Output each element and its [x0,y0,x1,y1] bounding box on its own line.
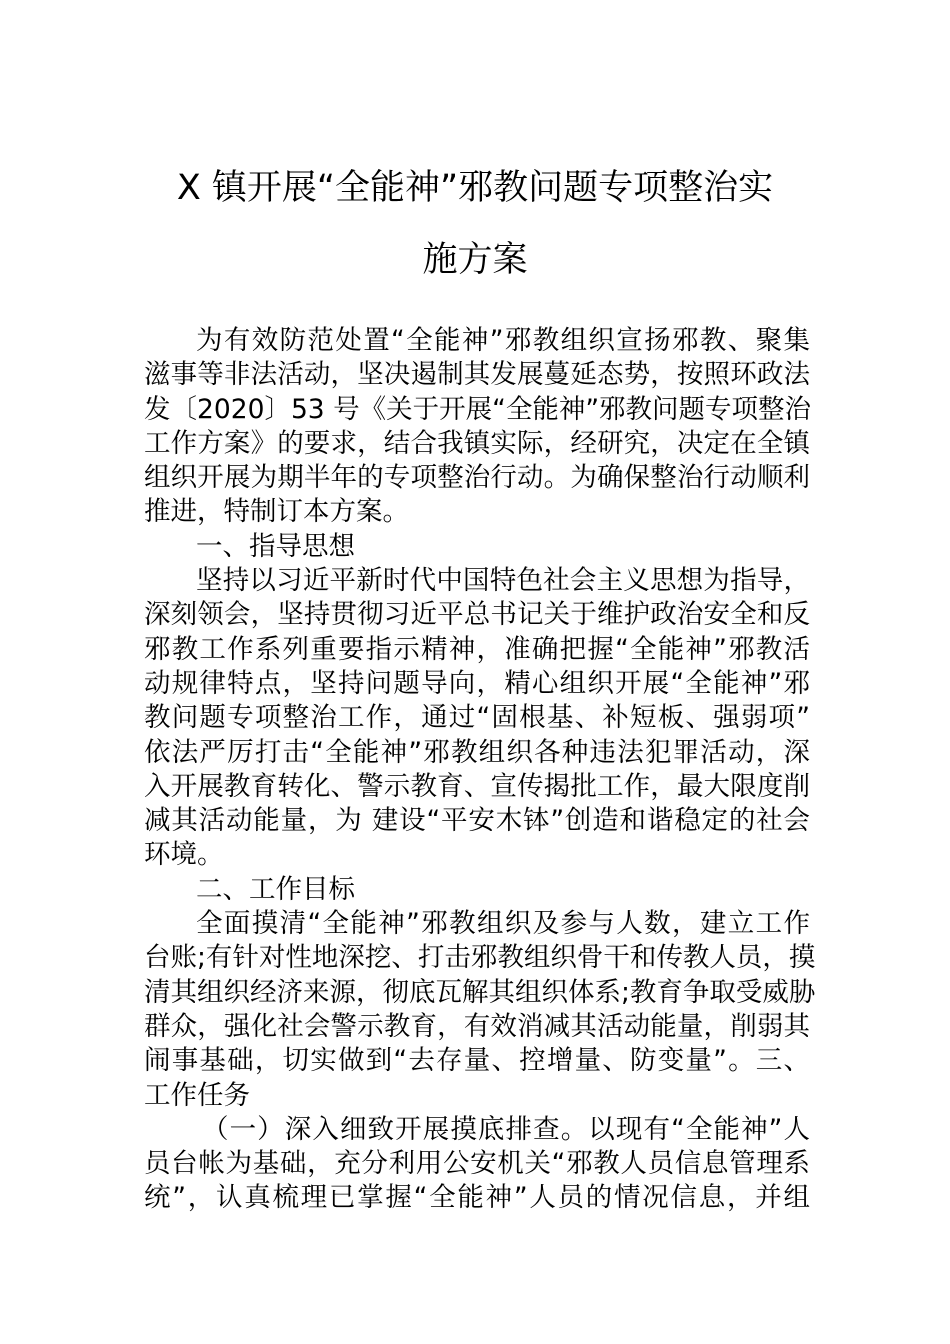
body-text-line: 群众，强化社会警示教育，有效消减其活动能量，削弱其 [144,1010,810,1042]
body-text-line: 全面摸清“全能神”邪教组织及参与人数，建立工作 [196,908,810,940]
body-text-line: 闹事基础，切实做到“去存量、控增量、防变量”。三、 [144,1045,810,1077]
body-text-line: 动规律特点，坚持问题导向，精心组织开展“全能神”邪 [144,667,810,699]
body-text-line: 为有效防范处置“全能神”邪教组织宣扬邪教、聚集 [196,325,810,356]
body-text-line: 入开展教育转化、警示教育、宣传揭批工作，最大限度削 [144,770,810,802]
body-text-line: 坚持以习近平新时代中国特色社会主义思想为指导， [196,565,810,597]
body-text-line: 工作方案》的要求，结合我镇实际，经研究，决定在全镇 [144,427,810,459]
body-text-line: 推进，特制订本方案。 [144,496,409,528]
body-text-line: （一）深入细致开展摸底排查。以现有“全能神”人 [202,1113,810,1145]
body-text-line: 依法严厉打击“全能神”邪教组织各种违法犯罪活动，深 [144,736,810,768]
body-text-line: 教问题专项整治工作，通过“固根基、补短板、强弱项” [144,702,810,734]
body-text-line: 二、工作目标 [196,873,355,905]
body-text-line: 深刻领会，坚持贯彻习近平总书记关于维护政治安全和反 [144,599,810,631]
body-text-line: 清其组织经济来源，彻底瓦解其组织体系;教育争取受威胁 [144,976,816,1008]
body-text-line: 台账;有针对性地深挖、打击邪教组织骨干和传教人员，摸 [144,942,816,974]
body-text-line: 员台帐为基础，充分利用公安机关“邪教人员信息管理系 [144,1148,810,1180]
body-text-line: 一、指导思想 [196,530,355,562]
body-text-line: 工作任务 [144,1079,250,1111]
body-text-line: 发〔2020〕53 号《关于开展“全能神”邪教问题专项整治 [144,393,812,425]
body-text-line: 滋事等非法活动，坚决遏制其发展蔓延态势，按照环政法 [144,359,810,391]
document-title-line-1: X 镇开展“全能神”邪教问题专项整治实 [176,168,774,208]
document-title-line-2: 施方案 [422,240,528,280]
body-text-line: 邪教工作系列重要指示精神，准确把握“全能神”邪教活 [144,633,810,665]
body-text-line: 组织开展为期半年的专项整治行动。为确保整治行动顺利 [144,462,810,494]
body-text-line: 减其活动能量，为 建设“平安木钵”创造和谐稳定的社会 [144,805,810,837]
body-text-line: 统”，认真梳理已掌握“全能神”人员的情况信息，并组 [144,1182,810,1214]
body-text-line: 环境。 [144,839,224,871]
document-body [144,324,816,1216]
